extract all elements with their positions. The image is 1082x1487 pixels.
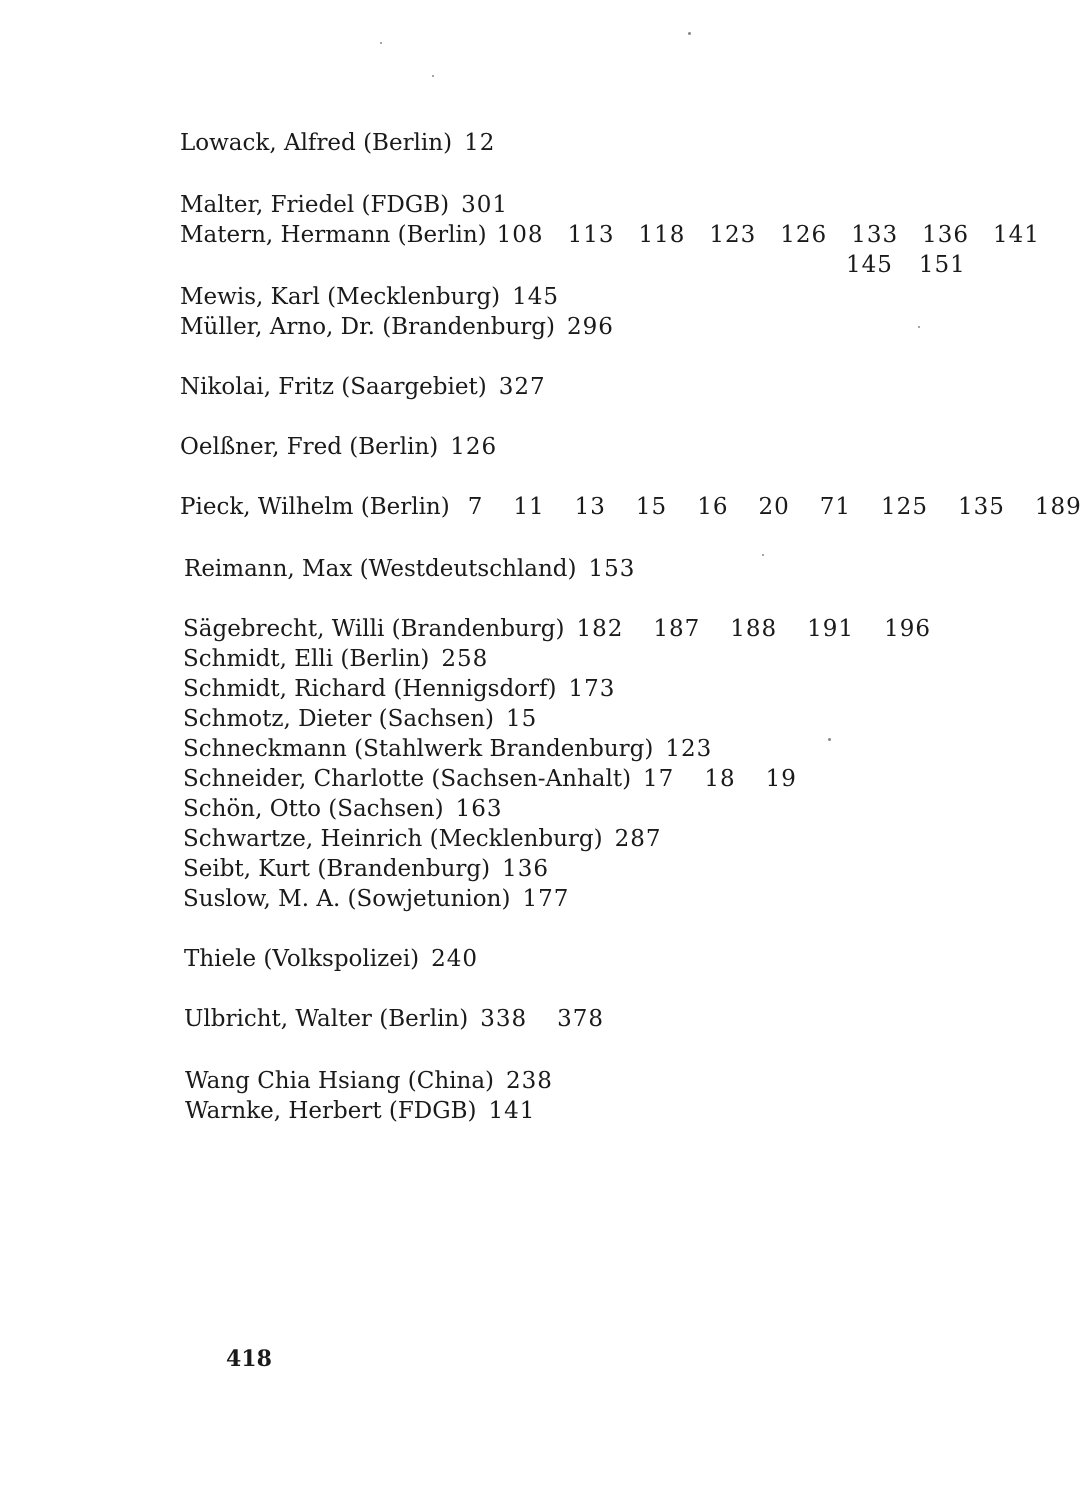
entry-name: Schneckmann (Stahlwerk Brandenburg) (183, 736, 654, 762)
entry-name: Oelßner, Fred (Berlin) (180, 434, 439, 460)
page-ref: 301 (461, 192, 509, 218)
page-ref: 7 (467, 494, 484, 520)
entry-pages (567, 314, 614, 340)
scan-speck (918, 326, 920, 328)
entry-pages (456, 796, 503, 822)
entry-name: Schneider, Charlotte (Sachsen-Anhalt) (183, 766, 632, 792)
index-entry (183, 734, 712, 764)
index-entry (183, 884, 569, 914)
entry-name: Müller, Arno, Dr. (Brandenburg) (180, 314, 555, 340)
entry-pages (499, 374, 546, 400)
page-ref: 136 (502, 856, 550, 882)
entry-name: Pieck, Wilhelm (Berlin) (180, 494, 450, 520)
page-ref: 12 (464, 130, 496, 156)
index-entry (180, 432, 497, 462)
index-entry (180, 492, 1082, 522)
page-ref: 126 (450, 434, 498, 460)
page-ref: 125 (881, 494, 928, 520)
entry-pages (497, 222, 1040, 248)
entry-name: Sägebrecht, Willi (Brandenburg) (183, 616, 565, 642)
index-entry (184, 554, 635, 584)
page-number: 418 (226, 1346, 272, 1372)
entry-pages (512, 284, 559, 310)
page-ref: 258 (441, 646, 489, 672)
page-ref: 191 (807, 616, 855, 642)
entry-name: Suslow, M. A. (Sowjetunion) (183, 886, 511, 912)
entry-name: Schmidt, Elli (Berlin) (183, 646, 430, 672)
page-ref: 126 (780, 222, 828, 248)
index-entry (183, 704, 537, 734)
index-entry (180, 372, 546, 402)
entry-pages (464, 130, 495, 156)
entry-name: Lowack, Alfred (Berlin) (180, 130, 453, 156)
page-ref: 182 (576, 616, 624, 642)
page-ref: 15 (635, 494, 668, 520)
page-ref: 189 (1034, 494, 1082, 520)
page-ref: 113 (567, 222, 615, 248)
page-ref: 15 (506, 706, 538, 732)
index-entry (185, 1096, 535, 1126)
entry-pages (506, 1068, 553, 1094)
entry-name: Nikolai, Fritz (Saargebiet) (180, 374, 487, 400)
page-ref: 378 (557, 1006, 605, 1032)
page-ref: 13 (574, 494, 606, 520)
entry-name: Schmidt, Richard (Hennigsdorf) (183, 676, 557, 702)
page-ref: 135 (957, 494, 1005, 520)
entry-pages (588, 556, 635, 582)
entry-name: Schmotz, Dieter (Sachsen) (183, 706, 494, 732)
entry-name: Matern, Hermann (Berlin) (180, 222, 487, 248)
page-ref: 163 (455, 796, 503, 822)
page-ref: 16 (697, 494, 729, 520)
entry-name: Wang Chia Hsiang (China) (185, 1068, 495, 1094)
index-entry (183, 794, 502, 824)
entry-name: Reimann, Max (Westdeutschland) (184, 556, 577, 582)
page-ref: 20 (758, 494, 790, 520)
entry-name: Warnke, Herbert (FDGB) (185, 1098, 477, 1124)
index-entry (184, 944, 478, 974)
page-ref: 153 (588, 556, 636, 582)
index-entry (180, 312, 614, 342)
page-ref: 108 (496, 222, 544, 248)
page-ref: 133 (851, 222, 899, 248)
entry-pages (480, 1006, 604, 1032)
index-entry (183, 644, 488, 674)
entry-name: Malter, Friedel (FDGB) (180, 192, 450, 218)
page-ref: 187 (653, 616, 701, 642)
page-ref: 287 (614, 826, 662, 852)
entry-pages (522, 886, 569, 912)
page-ref: 338 (480, 1006, 528, 1032)
index-entry (183, 824, 662, 854)
page-ref: 141 (993, 222, 1040, 248)
scan-speck (762, 554, 764, 556)
scan-speck (828, 738, 831, 741)
entry-pages (489, 1098, 536, 1124)
page-ref: 123 (709, 222, 757, 248)
entry-name: Seibt, Kurt (Brandenburg) (183, 856, 491, 882)
index-entry (184, 1004, 604, 1034)
page-ref: 118 (638, 222, 686, 248)
page-ref: 136 (922, 222, 969, 248)
entry-pages (502, 856, 549, 882)
entry-pages (450, 434, 497, 460)
page-ref: 145 (512, 284, 560, 310)
entry-pages (576, 616, 931, 642)
page-ref: 173 (568, 676, 616, 702)
index-entry (180, 190, 508, 220)
page-ref: 177 (522, 886, 570, 912)
page-ref: 123 (665, 736, 713, 762)
index-entry (183, 764, 797, 794)
page-ref: 19 (765, 766, 797, 792)
entry-pages (506, 706, 537, 732)
entry-pages (468, 494, 1082, 520)
entry-pages-continuation (846, 250, 966, 280)
page-ref: 71 (819, 494, 852, 520)
page-ref: 188 (730, 616, 778, 642)
index-entry (183, 854, 549, 884)
page-ref: 238 (506, 1068, 553, 1094)
page-ref: 18 (704, 766, 736, 792)
page-ref: 145 (846, 252, 893, 278)
entry-pages (431, 946, 478, 972)
index-entry (180, 128, 495, 158)
entry-pages (461, 192, 508, 218)
entry-name: Mewis, Karl (Mecklenburg) (180, 284, 501, 310)
page-ref: 11 (513, 494, 545, 520)
entry-name: Schön, Otto (Sachsen) (183, 796, 444, 822)
entry-pages (665, 736, 712, 762)
page-ref: 296 (566, 314, 614, 340)
entry-pages (569, 676, 616, 702)
index-entry (185, 1066, 553, 1096)
page-ref: 141 (488, 1098, 536, 1124)
page-ref: 240 (431, 946, 479, 972)
index-entry (180, 282, 559, 312)
page-ref: 196 (884, 616, 931, 642)
entry-name: Thiele (Volkspolizei) (184, 946, 420, 972)
page-ref: 151 (918, 252, 966, 278)
entry-name: Schwartze, Heinrich (Mecklenburg) (183, 826, 603, 852)
entry-name: Ulbricht, Walter (Berlin) (184, 1006, 469, 1032)
scan-speck (432, 75, 434, 77)
scan-speck (688, 32, 691, 35)
entry-pages (643, 766, 797, 792)
index-entry (180, 220, 1040, 250)
page-ref: 17 (643, 766, 675, 792)
scan-speck (380, 42, 382, 44)
index-entry (183, 674, 615, 704)
entry-pages (441, 646, 488, 672)
index-entry (183, 614, 931, 644)
entry-pages (615, 826, 662, 852)
page-ref: 327 (498, 374, 546, 400)
